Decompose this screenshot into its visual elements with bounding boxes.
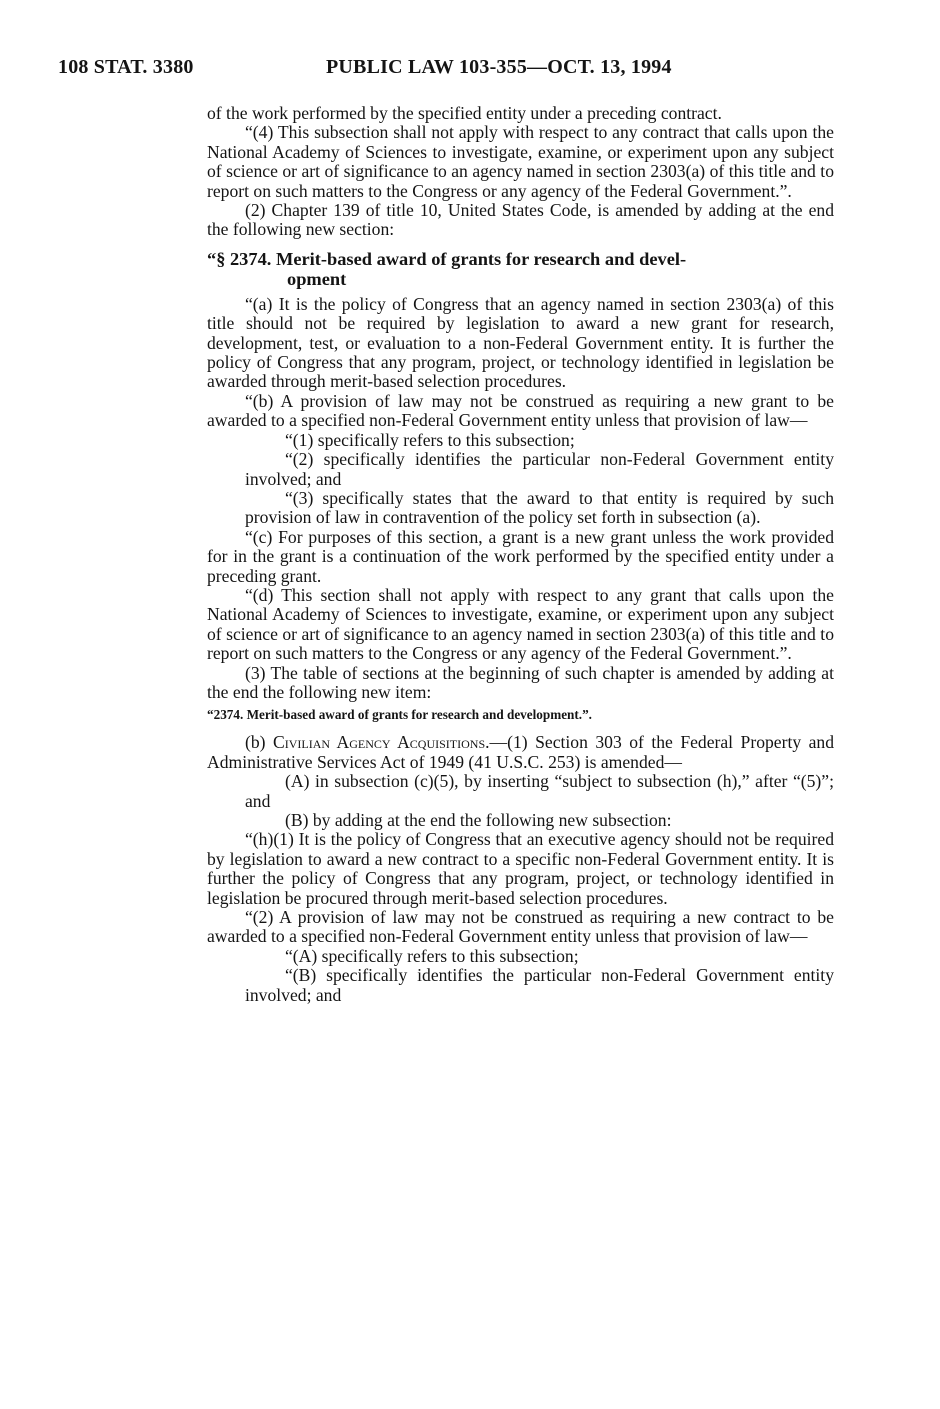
paragraph-A: (A) in subsection (c)(5), by inserting “subject to subsection (h),” after “(5)”; and xyxy=(245,771,834,811)
paragraph-a: “(a) It is the policy of Congress that an agency named in section 2303(a) of this title should not be required by legislation to award a new grant for research, development, test, or evaluation to a non-Federal Government entity. It is further the policy of Congress that any program, project, or technology identified in legislation be awarded through merit-based selection procedures. xyxy=(207,293,834,392)
civilian-prefix: (b) xyxy=(245,732,273,753)
civilian-text: .—(1) Section 303 of the Federal Property and Administrative Services Act of 1949 (41 U.S.C. 253) is amended— xyxy=(207,732,835,772)
paragraph-table-amendment: (3) The table of sections at the beginning of such chapter is amended by adding at the end the following new item: xyxy=(207,662,834,702)
paragraph-B: (B) by adding at the end the following new subsection: xyxy=(285,810,672,830)
paragraph-b3: “(3) specifically states that the award to that entity is required by such provision of law in contravention of the policy set forth in subsection (a). xyxy=(245,487,834,528)
table-of-sections-item: “2374. Merit-based award of grants for research and development.”. xyxy=(207,707,592,723)
paragraph-contract-continuation: of the work performed by the specified entity under a preceding contract. xyxy=(207,103,722,123)
paragraph-c: “(c) For purposes of this section, a grant is a new grant unless the work provided for in the grant is a continuation of the work performed by the specified entity under a preceding grant. xyxy=(207,526,834,586)
paragraph-civilian-agency-acquisitions xyxy=(207,733,834,772)
running-title: PUBLIC LAW 103-355—OCT. 13, 1994 xyxy=(326,56,672,78)
paragraph-chapter-139-amendment: (2) Chapter 139 of title 10, United States Code, is amended by adding at the end the following new section: xyxy=(207,200,834,240)
body-text xyxy=(207,104,834,1005)
paragraph-b2: “(2) specifically identifies the particular non-Federal Government entity involved; and xyxy=(245,449,834,489)
paragraph-b1: “(1) specifically refers to this subsection; xyxy=(285,429,575,450)
section-heading-line1: “§ 2374. Merit-based award of grants for research and devel- xyxy=(207,248,687,269)
paragraph-d: “(d) This section shall not apply with respect to any grant that calls upon the National Academy of Sciences to investigate, examine, or experiment upon any subject of science or art of significance to an agency named in section 2303(a) of this title and to report on such matters to the Congress or any agency of the Federal Government.”. xyxy=(207,584,834,664)
section-heading-2374 xyxy=(207,249,834,289)
civilian-heading: Civilian Agency Acquisitions xyxy=(273,732,486,753)
page-number: 108 STAT. 3380 xyxy=(58,56,194,78)
section-heading-line2: opment xyxy=(287,268,347,289)
paragraph-hA: “(A) specifically refers to this subsection; xyxy=(285,945,579,966)
page-header xyxy=(58,56,880,86)
paragraph-h2: “(2) A provision of law may not be construed as requiring a new contract to be awarded to a specified non-Federal Government entity unless that provision of law— xyxy=(207,907,834,947)
paragraph-b: “(b) A provision of law may not be construed as requiring a new grant to be awarded to a specified non-Federal Government entity unless that provision of law— xyxy=(207,390,834,431)
paragraph-subsection-4: “(4) This subsection shall not apply with respect to any contract that calls upon the National Academy of Sciences to investigate, examine, or experiment upon any subject of science or art of significance to an agency named in section 2303(a) of this title and to report on such matters to the Congress or any agency of the Federal Government.”. xyxy=(207,122,834,201)
paragraph-hB: “(B) specifically identifies the particular non-Federal Government entity involved; and xyxy=(245,965,834,1005)
paragraph-h1: “(h)(1) It is the policy of Congress that an executive agency should not be required by legislation to award a new contract to a specific non-Federal Government entity. It is further the policy of Congress that any program, project, or technology identified in legislation be procured through merit-based selection procedures. xyxy=(207,829,834,908)
